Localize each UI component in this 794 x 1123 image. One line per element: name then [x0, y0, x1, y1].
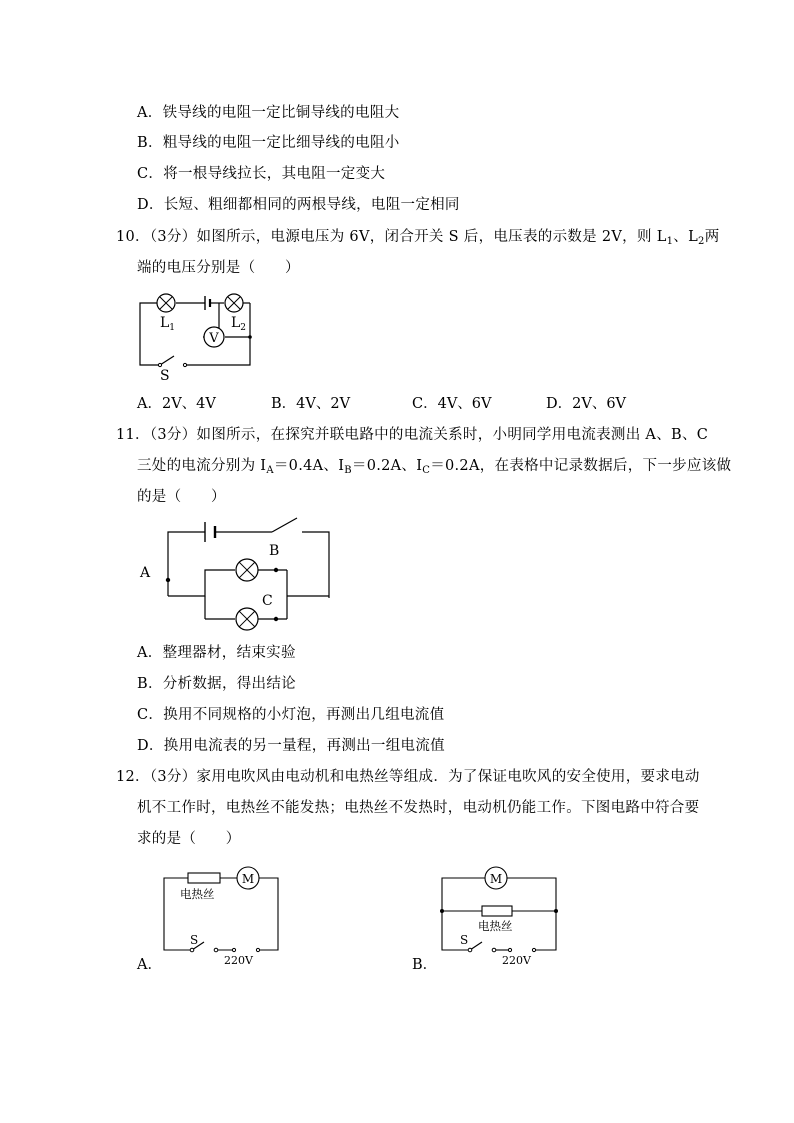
q10-option-d: D．2V、6V — [546, 396, 627, 412]
point-a-label: A — [140, 565, 151, 581]
motor-b-label: M — [489, 872, 503, 886]
q11-sub-a: A — [266, 465, 274, 476]
q12-option-b-label: B． — [412, 957, 438, 973]
voltage-a-label: 220V — [224, 954, 253, 967]
lamp-l1-icon — [157, 294, 175, 312]
q10-option-c: C．4V、6V — [412, 396, 492, 412]
voltmeter-icon — [204, 327, 224, 347]
q12-circuit-a-figure — [160, 862, 285, 972]
q10-circuit-figure — [130, 285, 265, 385]
heater-a-icon — [188, 873, 220, 883]
q11-option-c: C．换用不同规格的小灯泡，再测出几组电流值 — [137, 707, 445, 723]
q10-stem-end: 两 — [704, 229, 720, 245]
q11-option-b: B．分析数据，得出结论 — [137, 676, 296, 692]
heater-a-label: 电热丝 — [180, 887, 215, 901]
q12-option-a-label: A． — [137, 957, 162, 973]
q9-option-d: D．长短、粗细都相同的两根导线，电阻一定相同 — [137, 197, 460, 213]
q10-option-b: B．4V、2V — [271, 396, 351, 412]
q10-option-a: A．2V、4V — [137, 396, 216, 412]
q11-eq-c: ＝0.2A，在表格中记录数据后，下一步应该做 — [430, 458, 732, 474]
q11-sub-c: C — [422, 465, 431, 476]
heater-b-label: 电热丝 — [478, 919, 513, 933]
lamp-b-icon — [236, 559, 258, 581]
q10-stem-mid: 、L — [673, 229, 699, 245]
point-b-label: B — [269, 543, 280, 559]
lamp-l2-icon — [225, 294, 243, 312]
q11-eq-a: ＝0.4A、I — [273, 458, 345, 474]
voltage-b-label: 220V — [502, 954, 531, 967]
point-c-label: C — [262, 593, 273, 609]
motor-a-label: M — [241, 872, 255, 886]
q10-stem-text: 10．（3分）如图所示，电源电压为 6V，闭合开关 S 后，电压表的示数是 2V，则 L — [116, 229, 667, 245]
switch-b-label: S — [460, 933, 469, 947]
switch-a-label: S — [190, 933, 199, 947]
lamp-c-icon — [236, 608, 258, 630]
motor-a-icon — [237, 867, 259, 889]
heater-b-icon — [482, 906, 512, 916]
l2-label: $L_2$ — [231, 315, 247, 333]
q9-option-b: B．粗导线的电阻一定比细导线的电阻小 — [137, 135, 400, 151]
voltmeter-label: V — [209, 331, 219, 346]
q11-stem-line1: 11．（3分）如图所示，在探究并联电路中的电流关系时，小明同学用电流表测出 A、B、C — [116, 427, 709, 443]
q11-circuit-figure — [135, 518, 340, 633]
q11-sub-b: B — [344, 465, 352, 476]
q9-option-c: C．将一根导线拉长，其电阻一定变大 — [137, 166, 386, 182]
q10-sub-1: 1 — [666, 236, 674, 247]
q12-stem-line2: 机不工作时，电热丝不能发热；电热丝不发热时，电动机仍能工作。下图电路中符合要 — [137, 800, 700, 816]
switch-label: S — [160, 368, 170, 384]
q10-stem-line2: 端的电压分别是（ ） — [137, 260, 300, 276]
q11-stem-line2 — [137, 456, 731, 481]
q10-sub-2: 2 — [698, 236, 705, 247]
q11-option-a: A．整理器材，结束实验 — [137, 645, 296, 661]
q12-circuit-b-figure — [438, 862, 563, 972]
q11-text-a: 三处的电流分别为 I — [137, 458, 267, 474]
q12-stem-line3: 求的是（ ） — [137, 831, 241, 847]
l1-label: $L_1$ — [160, 315, 176, 333]
q12-stem-line1: 12．（3分）家用电吹风由电动机和电热丝等组成．为了保证电吹风的安全使用，要求电动 — [116, 769, 700, 785]
motor-b-icon — [485, 867, 507, 889]
q11-stem-line3: 的是（ ） — [137, 489, 226, 505]
q10-stem-line1 — [116, 227, 720, 252]
q11-eq-b: ＝0.2A、I — [351, 458, 423, 474]
q9-option-a: A．铁导线的电阻一定比铜导线的电阻大 — [137, 105, 400, 121]
q11-option-d: D．换用电流表的另一量程，再测出一组电流值 — [137, 738, 445, 754]
